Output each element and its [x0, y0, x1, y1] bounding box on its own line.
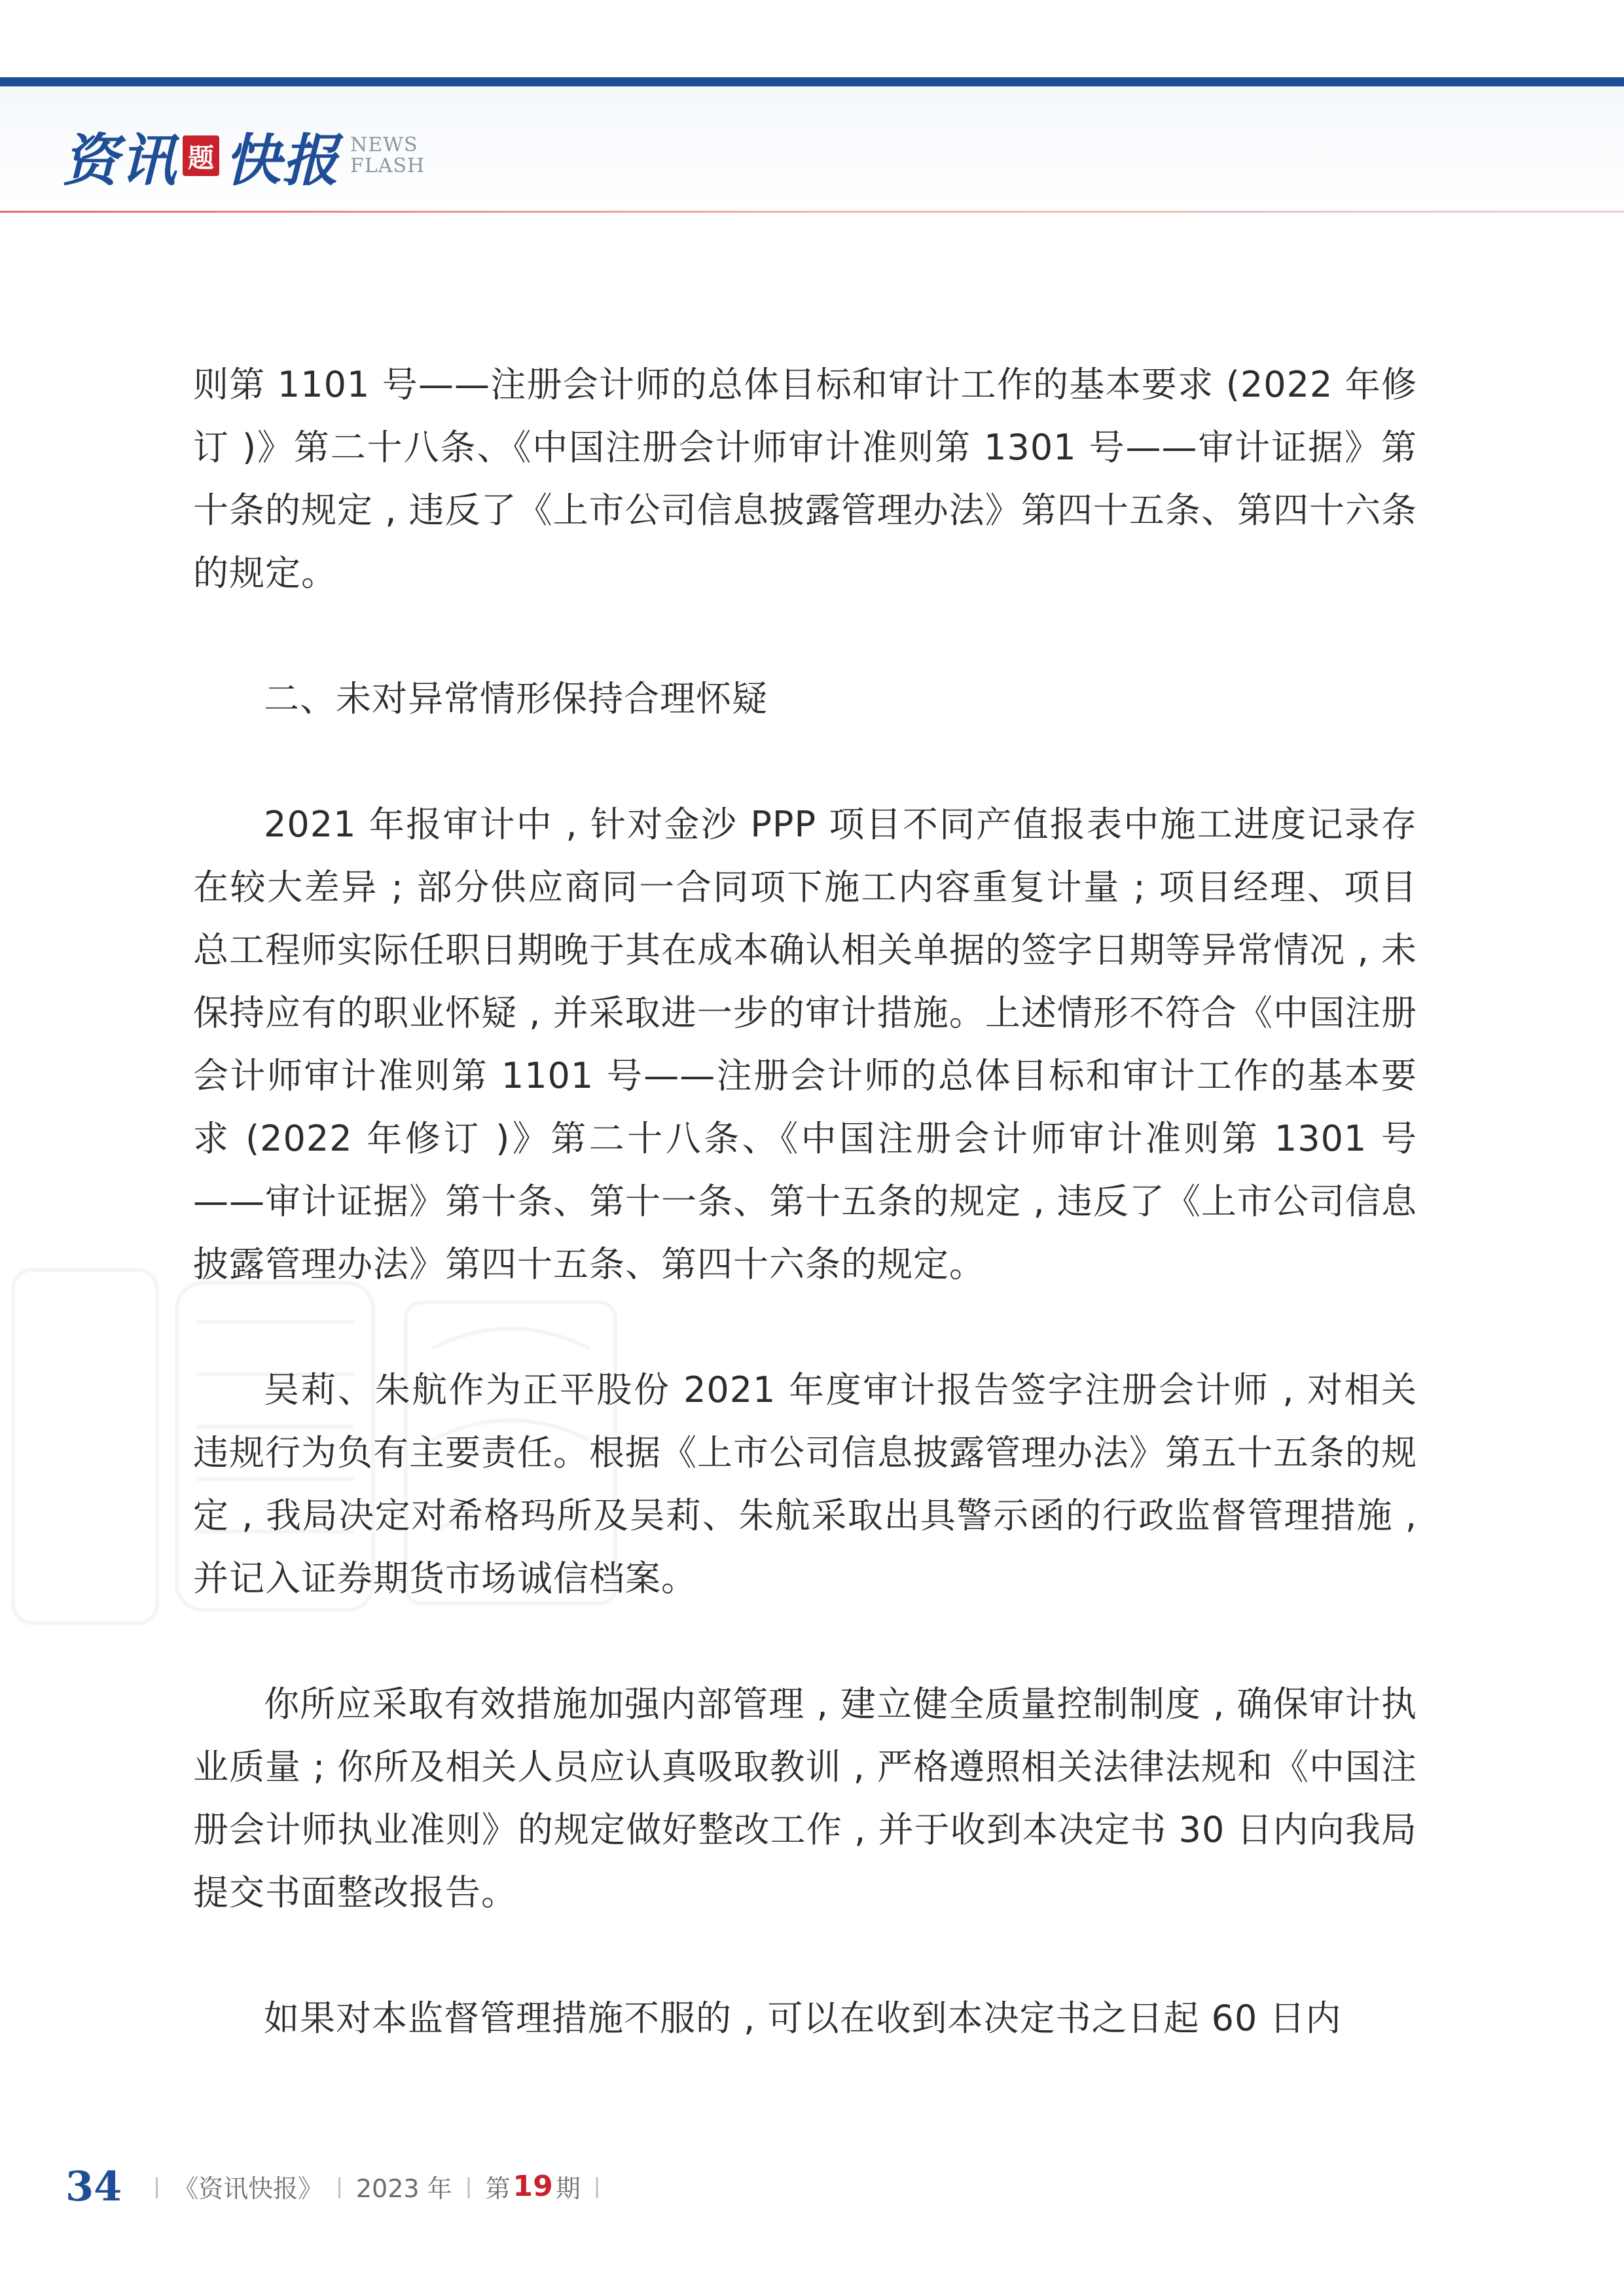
page-footer	[65, 2160, 613, 2212]
paragraph-continuation: 则第 1101 号——注册会计师的总体目标和审计工作的基本要求 (2022 年修订 )》第二十八条、《中国注册会计师审计准则第 1301 号——审计证据》第十条的规定 , 违反了《上市公司信息披露管理办法》第四十五条、第四十六条的规定。	[193, 364, 1417, 594]
logo-english-line2: FLASH	[350, 154, 425, 177]
footer-separator-icon: |	[465, 2174, 473, 2198]
logo-text-part2: 快报	[225, 128, 340, 194]
paragraph-rectification: 你所应采取有效措施加强内部管理 , 建立健全质量控制制度 , 确保审计执业质量 ; 你所及相关人员应认真吸取教训 , 严格遵照相关法律法规和《中国注册会计师执业准则》的规定做好整改工作 , 并于收到本决定书 30 日内向我局提交书面整改报告。	[193, 1683, 1418, 1913]
footer-year: 2023 年	[355, 2174, 452, 2203]
logo-english-line1: NEWS	[350, 134, 418, 156]
logo-seal-icon: 题	[183, 135, 219, 176]
footer-publication: 《资讯快报》	[173, 2174, 323, 2203]
logo-english	[350, 135, 425, 177]
section-heading: 二、未对异常情形保持合理怀疑	[264, 678, 768, 719]
footer-separator-icon: |	[593, 2174, 601, 2198]
footer-separator-icon: |	[336, 2174, 343, 2198]
header-top-stripe	[0, 77, 1624, 86]
footer-issue-number: 19	[513, 2169, 553, 2203]
logo-text-part1: 资讯	[62, 128, 177, 194]
header-divider	[0, 211, 1624, 213]
paragraph-audit-findings: 2021 年报审计中 , 针对金沙 PPP 项目不同产值报表中施工进度记录存在较大差异 ; 部分供应商同一合同项下施工内容重复计量 ; 项目经理、项目总工程师实际任职日期晚于其在成本确认相关单据的签字日期等异常情况 , 未保持应有的职业怀疑 , 并采取进一步的审计措施。上述情形不符合《中国注册会计师审计准则第 1101 号——注册会计师的总体目标和审计工作的基本要求 (2022 年修订 )》第二十八条、《中国注册会计师审计准则第 1301 号——审计证据》第十条、第十一条、第十五条的规定 , 违反了《上市公司信息披露管理办法》第四十五条、第四十六条的规定。	[193, 804, 1417, 1285]
footer-separator-icon: |	[153, 2174, 161, 2198]
publication-logo	[62, 110, 425, 202]
paragraph-appeal: 如果对本监督管理措施不服的 , 可以在收到本决定书之日起 60 日内	[264, 1998, 1342, 2039]
footer-issue-prefix: 第	[485, 2174, 511, 2203]
footer-issue-suffix: 期	[555, 2174, 581, 2203]
page-number: 34	[65, 2162, 122, 2210]
paragraph-responsibility: 吴莉、朱航作为正平股份 2021 年度审计报告签字注册会计师 , 对相关违规行为负有主要责任。根据《上市公司信息披露管理办法》第五十五条的规定 , 我局决定对希格玛所及吴莉、朱航采取出具警示函的行政监督管理措施 , 并记入证券期货市场诚信档案。	[193, 1369, 1417, 1599]
article-body	[193, 353, 1417, 2050]
